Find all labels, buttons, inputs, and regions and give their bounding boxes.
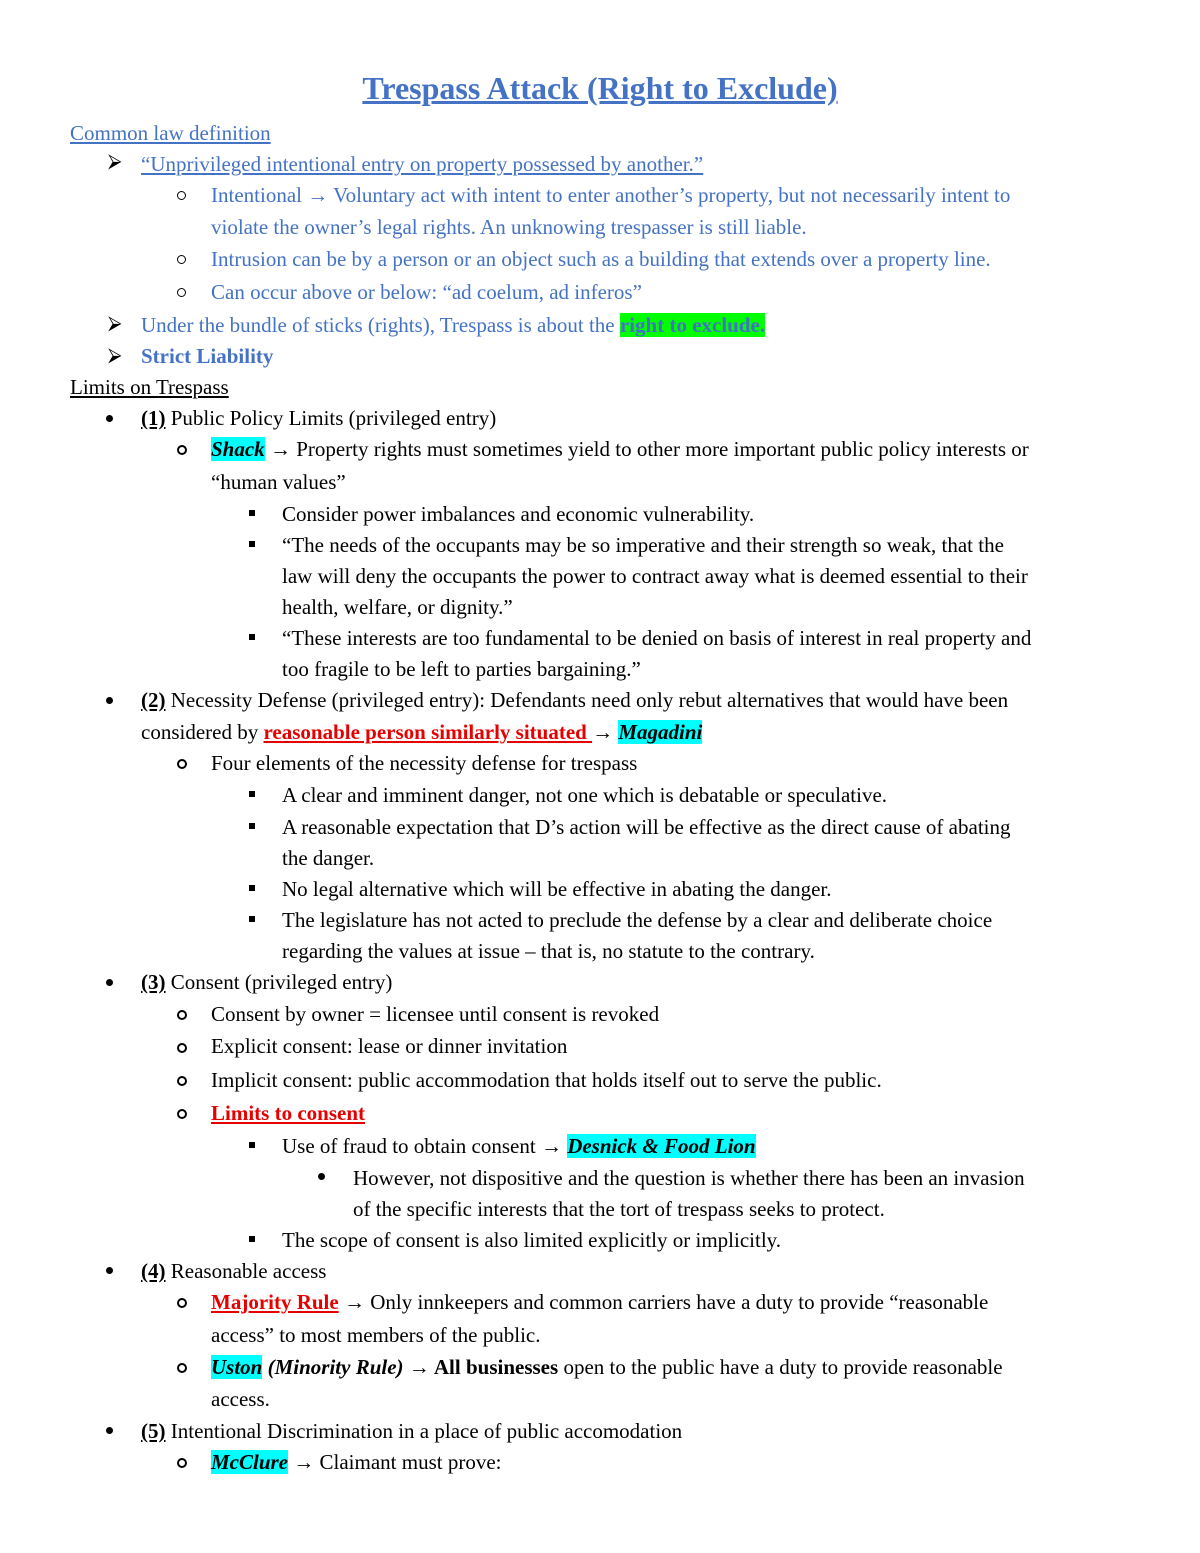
reasonable-person-emphasis: reasonable person similarly situated — [263, 720, 593, 744]
definition-quote: “Unprivileged intentional entry on property possessed by another.” — [141, 152, 704, 176]
intentional-line-2: violate the owner’s legal rights. An unknowing trespasser is still liable. — [211, 215, 807, 239]
shack-point-2-line-1: “The needs of the occupants may be so imperative and their strength so weak, that the — [282, 533, 1004, 557]
right-to-exclude-highlight: right to exclude. — [619, 313, 766, 337]
shack-point-3-line-2: too fragile to be left to parties bargaining.” — [282, 657, 641, 681]
element-3: No legal alternative which will be effective in abating the danger. — [282, 877, 832, 901]
limit-2-line-1: (2) Necessity Defense (privileged entry): Defendants need only rebut alternatives that would have been — [141, 688, 1009, 712]
arrowhead-bullet-icon: ⮚ — [108, 313, 122, 334]
square-bullet-icon — [249, 885, 255, 891]
shack-point-1: Consider power imbalances and economic vulnerability. — [282, 502, 755, 526]
however-line-1: However, not dispositive and the question is whether there has been an invasion — [353, 1166, 1025, 1190]
mcclure-line: McClure → Claimant must prove: — [211, 1450, 502, 1474]
circle-bullet-icon — [177, 1076, 187, 1086]
square-bullet-icon — [249, 1236, 255, 1242]
consent-point-2: Explicit consent: lease or dinner invitation — [211, 1034, 568, 1058]
section-heading-common-law: Common law definition — [70, 121, 271, 145]
arrowhead-bullet-icon: ⮚ — [108, 345, 122, 366]
element-4-line-2: regarding the values at issue – that is, no statute to the contrary. — [282, 939, 815, 963]
above-below-text: Can occur above or below: “ad coelum, ad inferos” — [211, 280, 642, 304]
section-heading-limits: Limits on Trespass — [70, 375, 229, 399]
square-bullet-icon — [249, 823, 255, 829]
circle-bullet-icon — [177, 759, 187, 769]
element-4-line-1: The legislature has not acted to preclude the defense by a clear and deliberate choice — [282, 908, 993, 932]
limit-2-line-2: considered by reasonable person similarly situated → Magadini — [141, 720, 703, 744]
intrusion-text: Intrusion can be by a person or an object such as a building that extends over a property line. — [211, 247, 991, 271]
case-magadini: Magadini — [618, 720, 703, 744]
circle-bullet-icon — [177, 445, 187, 455]
uston-line-1: Uston (Minority Rule) → All businesses open to the public have a duty to provide reasonable — [211, 1355, 1003, 1379]
strict-liability-text: Strict Liability — [141, 344, 274, 368]
element-1: A clear and imminent danger, not one which is debatable or speculative. — [282, 783, 888, 807]
majority-rule-line-1: Majority Rule → Only innkeepers and common carriers have a duty to provide “reasonable — [211, 1290, 989, 1314]
square-bullet-icon — [249, 791, 255, 797]
square-bullet-icon — [249, 510, 255, 516]
limit-3-heading: (3) Consent (privileged entry) — [141, 970, 393, 994]
element-2-line-1: A reasonable expectation that D’s action will be effective as the direct cause of abating — [282, 815, 1011, 839]
square-bullet-icon — [249, 916, 255, 922]
case-desnick-food-lion: Desnick & Food Lion — [567, 1134, 756, 1158]
circle-bullet-icon — [177, 1363, 187, 1373]
limit-1-heading: (1) Public Policy Limits (privileged entry) — [141, 406, 497, 430]
majority-rule-line-2: access” to most members of the public. — [211, 1323, 541, 1347]
disc-bullet-icon — [318, 1173, 325, 1180]
fraud-text: Use of fraud to obtain consent → Desnick & Food Lion — [282, 1134, 756, 1158]
circle-bullet-icon — [177, 191, 186, 200]
disc-bullet-icon — [106, 415, 113, 422]
case-mcclure: McClure — [211, 1450, 289, 1474]
circle-bullet-icon — [177, 1298, 187, 1308]
disc-bullet-icon — [106, 1267, 113, 1274]
shack-line-1: Shack → Property rights must sometimes yield to other more important public policy interests or — [211, 437, 1029, 461]
arrowhead-bullet-icon: ⮚ — [108, 151, 122, 172]
case-shack: Shack — [211, 437, 265, 461]
circle-bullet-icon — [177, 1109, 187, 1119]
circle-bullet-icon — [177, 1010, 187, 1020]
element-2-line-2: the danger. — [282, 846, 375, 870]
square-bullet-icon — [249, 541, 255, 547]
circle-bullet-icon — [177, 288, 186, 297]
scope-of-consent-text: The scope of consent is also limited explicitly or implicitly. — [282, 1228, 782, 1252]
disc-bullet-icon — [106, 979, 113, 986]
limit-5-heading: (5) Intentional Discrimination in a place of public accomodation — [141, 1419, 683, 1443]
consent-point-1: Consent by owner = licensee until consent is revoked — [211, 1002, 660, 1026]
page-title: Trespass Attack (Right to Exclude) — [362, 70, 838, 106]
four-elements-text: Four elements of the necessity defense for trespass — [211, 751, 638, 775]
square-bullet-icon — [249, 1142, 255, 1148]
bundle-of-sticks-text: Under the bundle of sticks (rights), Trespass is about the right to exclude. — [141, 313, 766, 337]
shack-point-2-line-2: law will deny the occupants the power to contract away what is deemed essential to their — [282, 564, 1028, 588]
circle-bullet-icon — [177, 1043, 187, 1053]
however-line-2: of the specific interests that the tort of trespass seeks to protect. — [353, 1197, 885, 1221]
shack-point-3-line-1: “These interests are too fundamental to be denied on basis of interest in real property and — [282, 626, 1032, 650]
shack-point-2-line-3: health, welfare, or dignity.” — [282, 595, 513, 619]
shack-line-2: “human values” — [211, 470, 346, 494]
limits-to-consent-heading: Limits to consent — [211, 1101, 365, 1125]
square-bullet-icon — [249, 634, 255, 640]
limit-4-heading: (4) Reasonable access — [141, 1259, 327, 1283]
case-uston: Uston — [211, 1355, 263, 1379]
circle-bullet-icon — [177, 255, 186, 264]
majority-rule-label: Majority Rule — [211, 1290, 339, 1314]
intentional-line-1: Intentional → Voluntary act with intent to enter another’s property, but not necessarily intent to — [211, 183, 1011, 207]
disc-bullet-icon — [106, 697, 113, 704]
consent-point-3: Implicit consent: public accommodation that holds itself out to serve the public. — [211, 1068, 882, 1092]
disc-bullet-icon — [106, 1427, 113, 1434]
circle-bullet-icon — [177, 1458, 187, 1468]
uston-line-2: access. — [211, 1387, 270, 1411]
